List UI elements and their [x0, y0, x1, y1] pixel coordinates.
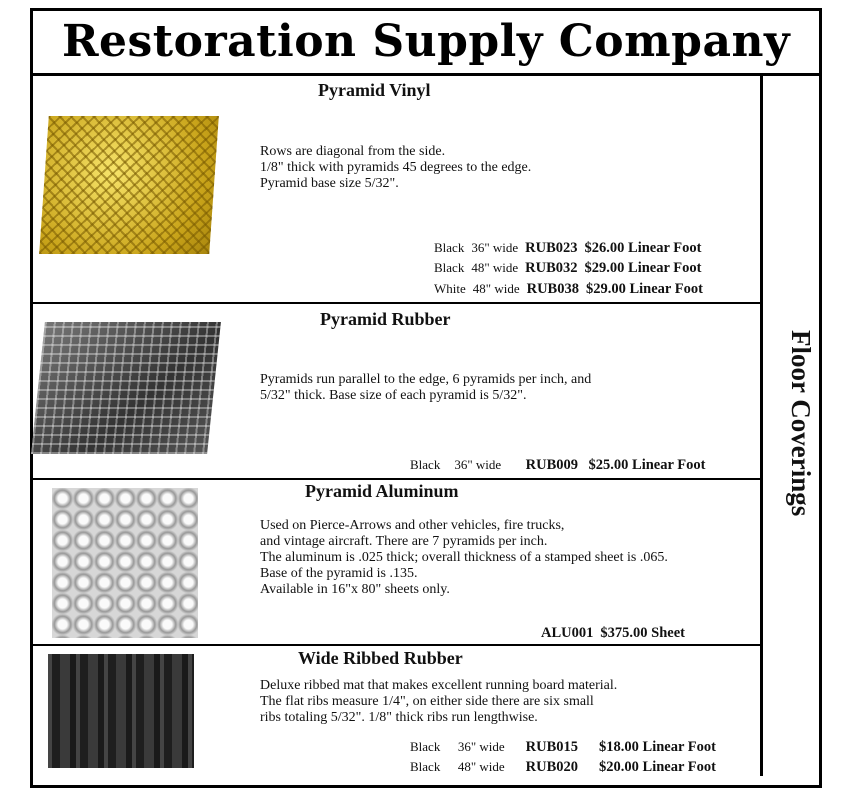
price-row: Black 48" wide RUB020 $20.00 Linear Foot — [410, 759, 716, 775]
section-divider — [33, 478, 760, 480]
pyramid-rubber-image — [31, 322, 221, 454]
header-banner — [30, 8, 822, 76]
price-row: Black 48" wide RUB032 $29.00 Linear Foot — [434, 260, 702, 276]
wide-ribbed-rubber-image — [48, 654, 194, 768]
section-divider — [33, 302, 760, 304]
price-row: Black 36" wide RUB023 $26.00 Linear Foot — [434, 240, 702, 256]
product-title: Wide Ribbed Rubber — [298, 648, 463, 668]
product-description: Pyramids run parallel to the edge, 6 pyramids per inch, and 5/32" thick. Base size of each pyramid is 5/32". — [260, 372, 592, 403]
pyramid-aluminum-image — [52, 488, 198, 638]
sidebar-label: Floor Coverings — [786, 330, 816, 517]
product-description: Used on Pierce-Arrows and other vehicles, fire trucks, and vintage aircraft. There are 7 pyramids per inch. The aluminum is .025 thick; overall thickness of a stamped sheet is .065. Base of the pyramid is .135. Available in 16"x 80" sheets only. — [260, 518, 668, 597]
company-name: Restoration Supply Company — [61, 16, 791, 67]
product-title: Pyramid Rubber — [320, 309, 451, 329]
product-title: Pyramid Aluminum — [305, 481, 459, 501]
sidebar — [762, 330, 822, 750]
price-row: Black 36" wide RUB009 $25.00 Linear Foot — [410, 457, 706, 473]
product-title: Pyramid Vinyl — [318, 80, 431, 100]
price-row: ALU001 $375.00 Sheet — [541, 625, 685, 641]
pyramid-vinyl-image — [39, 116, 219, 254]
price-row: White 48" wide RUB038 $29.00 Linear Foot — [434, 281, 703, 297]
product-description: Rows are diagonal from the side. 1/8" thick with pyramids 45 degrees to the edge. Pyramid base size 5/32". — [260, 144, 532, 191]
product-description: Deluxe ribbed mat that makes excellent running board material. The flat ribs measure 1/4", on either side there are six small ribs totaling 5/32". 1/8" thick ribs run lengthwise. — [260, 678, 618, 725]
section-divider — [33, 644, 760, 646]
price-row: Black 36" wide RUB015 $18.00 Linear Foot — [410, 739, 716, 755]
